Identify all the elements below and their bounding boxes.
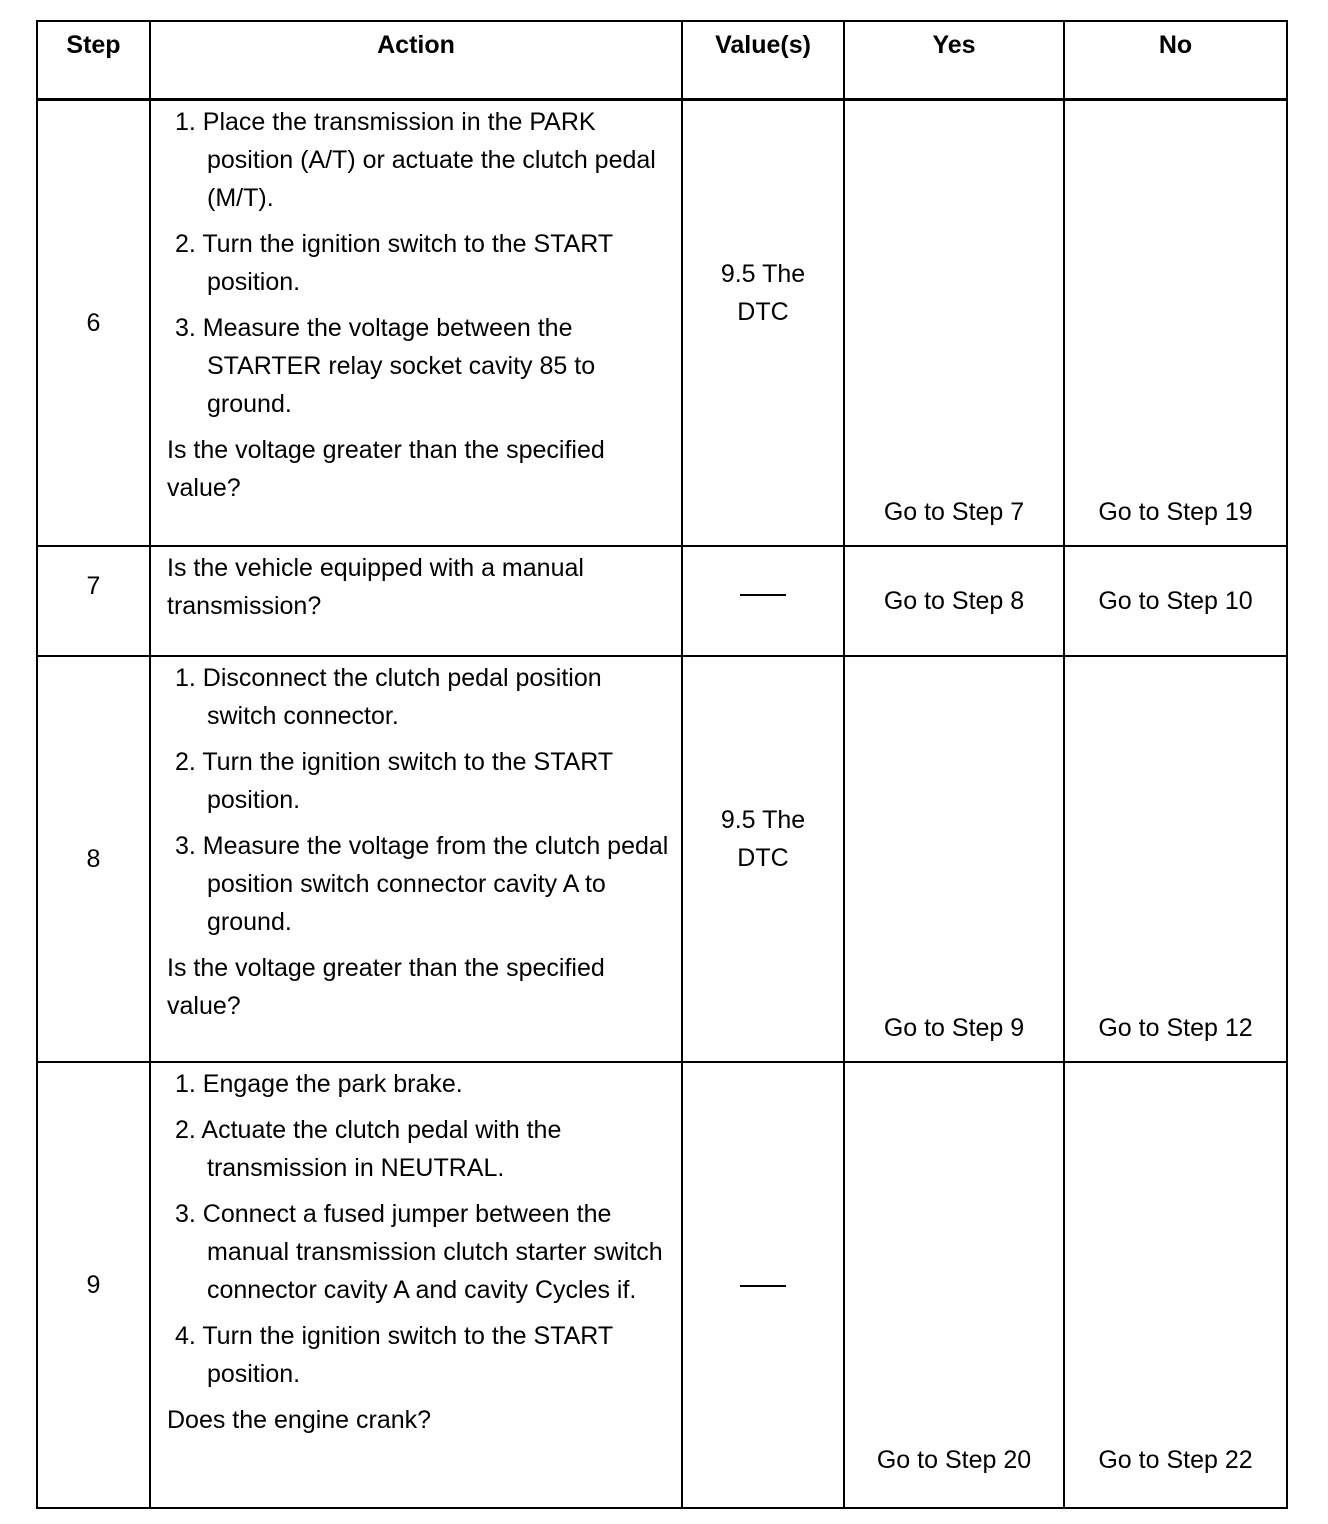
step-number: 9 — [37, 1062, 150, 1508]
value-text: 9.5 The DTC — [720, 805, 806, 872]
diagnostic-table — [36, 20, 1288, 1509]
step-number: 7 — [37, 546, 150, 656]
step-number: 6 — [37, 100, 150, 546]
action-item: 1. Engage the park brake. — [175, 1069, 463, 1098]
value-text: 9.5 The DTC — [720, 259, 806, 326]
no-cell: Go to Step 12 — [1064, 656, 1287, 1062]
yes-cell: Go to Step 20 — [844, 1062, 1064, 1508]
action-question: Is the voltage greater than the specified value? — [167, 436, 605, 502]
action-question: Is the voltage greater than the specified value? — [167, 953, 605, 1020]
yes-cell: Go to Step 9 — [844, 656, 1064, 1062]
table-row — [37, 656, 1287, 1062]
action-item: 3. Connect a fused jumper between the manual transmission clutch starter switch connector cavity A and cavity Cycles if. — [175, 1199, 663, 1304]
header-step: Step — [37, 21, 150, 100]
action-item: 3. Measure the voltage from the clutch pedal position switch connector cavity A to ground. — [175, 831, 669, 936]
action-item: 1. Place the transmission in the PARK position (A/T) or actuate the clutch pedal (M/T). — [175, 108, 656, 212]
action-item: 2. Turn the ignition switch to the START position. — [175, 230, 613, 296]
empty-value-dash — [740, 594, 786, 596]
action-item: 2. Actuate the clutch pedal with the transmission in NEUTRAL. — [175, 1115, 562, 1182]
yes-cell: Go to Step 7 — [844, 100, 1064, 546]
table-row — [37, 546, 1287, 656]
value-cell — [682, 100, 844, 546]
value-cell — [682, 1062, 844, 1508]
header-row — [37, 21, 1287, 100]
action-item: 3. Measure the voltage between the STARTER relay socket cavity 85 to ground. — [175, 314, 596, 418]
action-item: 1. Disconnect the clutch pedal position switch connector. — [175, 663, 602, 730]
action-cell — [150, 1062, 682, 1508]
action-cell — [150, 100, 682, 546]
value-cell — [682, 656, 844, 1062]
table-row — [37, 100, 1287, 546]
action-cell — [150, 546, 682, 656]
action-item: 2. Turn the ignition switch to the START position. — [175, 747, 613, 814]
header-no: No — [1064, 21, 1287, 100]
no-cell: Go to Step 10 — [1064, 546, 1287, 656]
no-cell: Go to Step 19 — [1064, 100, 1287, 546]
empty-value-dash — [740, 1285, 786, 1287]
header-action: Action — [150, 21, 682, 100]
table-row — [37, 1062, 1287, 1508]
action-question: Does the engine crank? — [167, 1405, 432, 1434]
yes-cell: Go to Step 8 — [844, 546, 1064, 656]
no-cell: Go to Step 22 — [1064, 1062, 1287, 1508]
header-yes: Yes — [844, 21, 1064, 100]
header-values: Value(s) — [682, 21, 844, 100]
action-cell — [150, 656, 682, 1062]
value-cell — [682, 546, 844, 656]
action-item: 4. Turn the ignition switch to the START position. — [175, 1321, 613, 1388]
step-number: 8 — [37, 656, 150, 1062]
action-question: Is the vehicle equipped with a manual transmission? — [167, 553, 584, 620]
